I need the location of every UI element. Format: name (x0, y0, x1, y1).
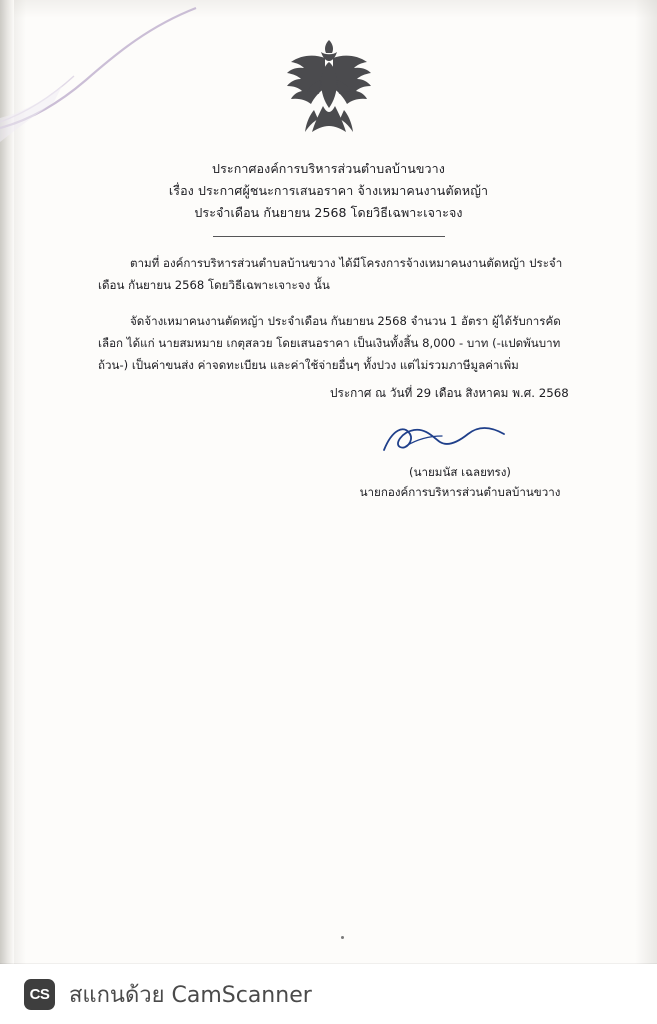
scan-edge-artifact (0, 0, 200, 150)
garuda-emblem-icon (281, 36, 377, 140)
document-paragraphs (98, 252, 568, 390)
title-line-3: ประจำเดือน กันยายน 2568 โดยวิธีเฉพาะเจาะจง (194, 205, 463, 220)
announcement-date: ประกาศ ณ วันที่ 29 เดือน สิงหาคม พ.ศ. 2568 (330, 386, 569, 400)
signature-block (330, 420, 590, 502)
camscanner-caption: สแกนด้วย CamScanner (69, 982, 312, 1008)
handwritten-signature (330, 420, 590, 462)
title-divider (213, 236, 445, 237)
camscanner-logo-icon: CS (24, 979, 55, 1010)
document-title (0, 158, 657, 224)
page-mark-dot (341, 936, 344, 939)
title-line-1: ประกาศองค์การบริหารส่วนตำบลบ้านขวาง (212, 161, 445, 176)
signer-role: นายกองค์การบริหารส่วนตำบลบ้านขวาง (359, 485, 561, 499)
scan-left-edge-shadow (0, 0, 14, 1024)
camscanner-footer (0, 964, 657, 1024)
signer-name: (นายมนัส เฉลยทรง) (409, 465, 511, 479)
paragraph-1: ตามที่ องค์การบริหารส่วนตำบลบ้านขวาง ได้มีโครงการจ้างเหมาคนงานตัดหญ้า ประจำเดือน กันยายน 2568 โดยวิธีเฉพาะเจาะจง นั้น (98, 256, 563, 292)
title-line-2: เรื่อง ประกาศผู้ชนะการเสนอราคา จ้างเหมาคนงานตัดหญ้า (168, 183, 489, 198)
paragraph-2: จัดจ้างเหมาคนงานตัดหญ้า ประจำเดือน กันยายน 2568 จำนวน 1 อัตรา ผู้ได้รับการคัดเลือก ได้แก่ นายสมหมาย เกตุสลวย โดยเสนอราคา เป็นเงินทั้งสิ้น 8,000 - บาท (-แปดพันบาทถ้วน-) เป็นค่าขนส่ง ค่าจดทะเบียน และค่าใช้จ่ายอื่นๆ ทั้งปวง แต่ไม่รวมภาษีมูลค่าเพิ่ม (98, 314, 561, 372)
